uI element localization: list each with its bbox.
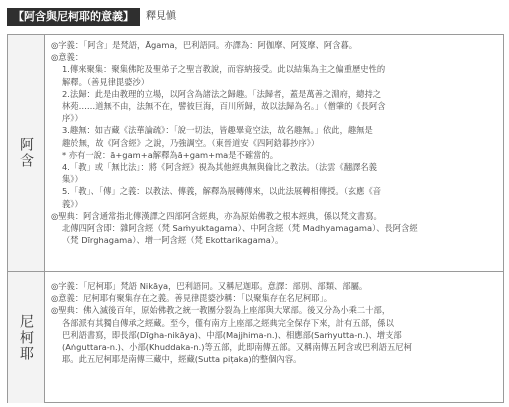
agama-line: （梵 Dīrghagama）、增一阿含經（梵 Ekottarikagama）。 bbox=[62, 235, 284, 246]
nikaya-label-cell bbox=[8, 272, 45, 403]
nikaya-line: 各部派有其獨自傳承之經藏。至今，僅有南方上座部之經典完全保存下來，計有五部，係以 bbox=[62, 317, 394, 328]
agama-line: 3.趣無：如吉藏《法華論疏》：「說一切法，皆趣畢竟空法，故名趣無。」依此，趣無是 bbox=[62, 125, 373, 136]
agama-line: 林苑……道無不由，法無不在，譬彼巨海，百川所歸，故以法歸為名。」（僧肇的《長阿含 bbox=[62, 101, 386, 112]
agama-line: 趣於無，故《阿含經》之說，乃強調空。（東晉道安《四阿鋡暮抄序》） bbox=[62, 137, 320, 148]
agama-line: 北傳四阿含即：雜阿含經（梵 Saṁyuktagama）、中阿含經（梵 Madhyamagama）、長阿含經 bbox=[62, 223, 418, 234]
nikaya-line: ◎意義：尼柯耶有聚集存在之義。善見律毘婆沙稱：「以聚集存在名尼柯耶」。 bbox=[51, 293, 333, 304]
agama-line: 序》） bbox=[62, 113, 83, 124]
agama-section bbox=[8, 35, 503, 271]
agama-line: 5.「教」、「傳」之義：以教法、傳義，解釋為展轉傳來，以此法展轉相傳授。（玄應《音 bbox=[62, 186, 382, 197]
agama-line: 1.傳來聚集：聚集佛陀及聖弟子之聖言教說，而容納接受。此以結集為主之偏重歷史性的 bbox=[62, 64, 386, 75]
header bbox=[7, 8, 176, 26]
page-title: 【阿含與尼柯耶的意義】 bbox=[7, 8, 140, 26]
agama-line: 集》） bbox=[62, 174, 83, 185]
agama-label: 阿含 bbox=[18, 137, 34, 169]
nikaya-line: 耶。此五尼柯耶是南傳三藏中，經藏(Sutta piṭaka)的整個內容。 bbox=[62, 354, 302, 365]
nikaya-content bbox=[51, 280, 499, 365]
nikaya-line: ◎聖典：佛入滅後百年，原始佛教之統一教團分裂為上座部與大眾部。後又分為小乘二十部， bbox=[51, 305, 391, 316]
agama-line: ◎聖典：阿含通常指北傳漢譯之四部阿含經典，亦為原始佛教之根本經典，係以梵文書寫。 bbox=[51, 210, 382, 221]
agama-line: 解釋。（善見律毘婆沙） bbox=[62, 76, 150, 87]
agama-line: 2.法歸：此是由教理的立場，以阿含為諸法之歸趣。「法歸者，蓋是萬善之淵府，總持之 bbox=[62, 88, 382, 99]
nikaya-line: ◎字義：「尼柯耶」梵語 Nikāya，巴利語同。又稱尼迦耶。意譯：部別、部類、部屬。 bbox=[51, 281, 368, 291]
content-table bbox=[7, 34, 504, 403]
nikaya-line: 巴利語書寫，即長部(Dīgha-nikāya)、中部(Majjhima-n.)、相應部(Saṁyutta-n.)、增支部 bbox=[62, 329, 402, 340]
nikaya-line: (Aṅguttara-n.)、小部(Khuddaka-n.)等五部，此即南傳五部。又稱南傳五阿含或巴利語五尼柯 bbox=[62, 342, 412, 353]
agama-label-cell bbox=[8, 35, 45, 271]
agama-line: ◎字義：「阿含」是梵語，Āgama，巴利語同。亦譯為：阿伽摩、阿笈摩、阿含暮。 bbox=[51, 40, 358, 50]
agama-content bbox=[51, 39, 499, 246]
author-name: 釋見愼 bbox=[146, 11, 176, 22]
agama-line: 義》） bbox=[62, 198, 83, 209]
agama-line: 4.「教」或「無比法」：將《阿含經》視為其他經典無與倫比之教法。（法雲《翻譯名義 bbox=[62, 162, 377, 173]
nikaya-section bbox=[8, 271, 503, 403]
nikaya-label: 尼柯耶 bbox=[18, 313, 34, 362]
agama-line: ◎意義： bbox=[51, 52, 84, 63]
agama-line: * 亦有一說：ā+gam+a解釋為ā+gam+ma是不確當的。 bbox=[62, 149, 279, 160]
